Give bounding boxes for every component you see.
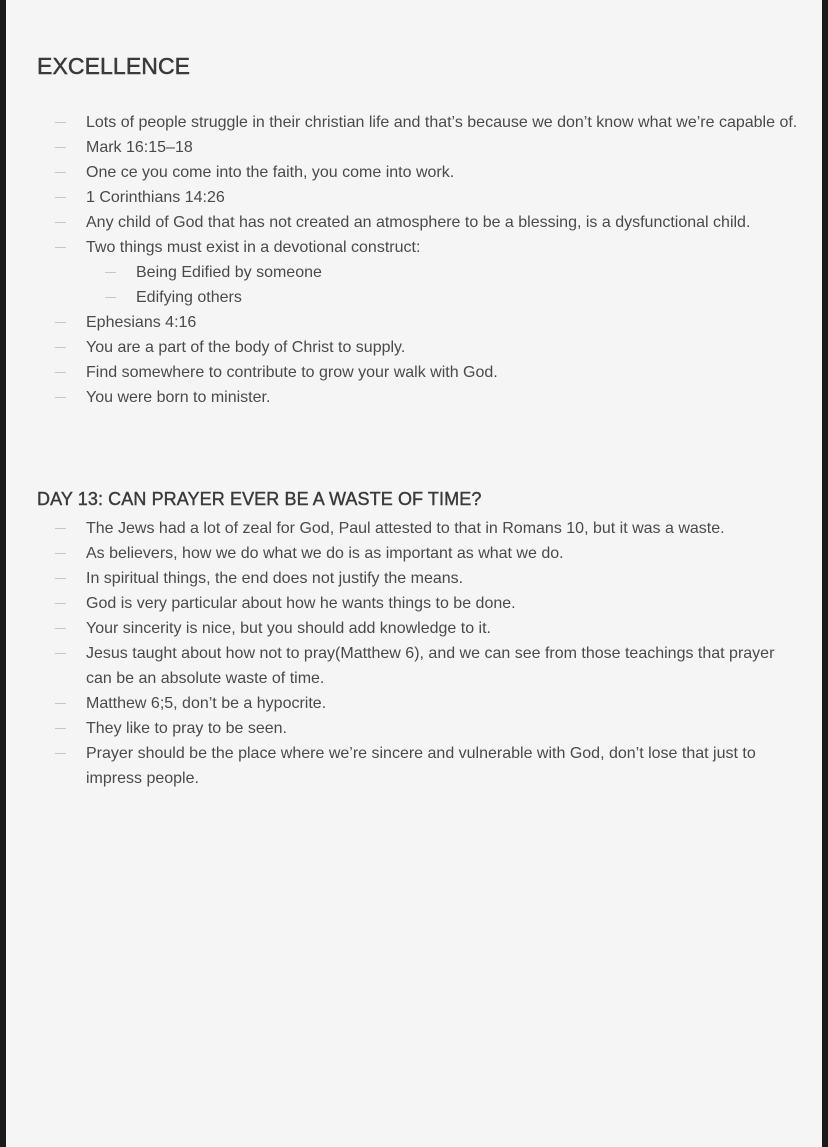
list-item bbox=[6, 185, 822, 210]
list-item bbox=[6, 135, 822, 160]
excellence-bullet-list bbox=[6, 110, 822, 410]
list-item bbox=[6, 160, 822, 185]
list-item bbox=[6, 566, 822, 591]
list-item-text: Jesus taught about how not to pray(Matthew 6), and we can see from those teachings that prayer can be an absolute waste of time. bbox=[86, 645, 775, 687]
dash-bullet-icon bbox=[55, 197, 66, 198]
nested-list-item bbox=[6, 260, 822, 285]
list-item-text: Edifying others bbox=[136, 289, 242, 306]
list-item bbox=[6, 210, 822, 235]
list-item-text: Lots of people struggle in their christian life and that’s because we don’t know what we’re capable of. bbox=[86, 114, 798, 131]
list-item-text: Matthew 6;5, don’t be a hypocrite. bbox=[86, 695, 327, 712]
list-item bbox=[6, 335, 822, 360]
section-heading-day-13: DAY 13: CAN PRAYER EVER BE A WASTE OF TIME? bbox=[37, 489, 482, 509]
dash-bullet-icon bbox=[55, 703, 66, 704]
list-item bbox=[6, 591, 822, 616]
list-item-text: You are a part of the body of Christ to supply. bbox=[86, 339, 406, 356]
document-page bbox=[6, 0, 822, 1147]
list-item bbox=[6, 716, 822, 741]
dash-bullet-icon bbox=[55, 603, 66, 604]
list-item bbox=[6, 691, 822, 716]
list-item-text: Ephesians 4:16 bbox=[86, 314, 197, 331]
list-item-text: In spiritual things, the end does not justify the means. bbox=[86, 570, 464, 587]
dash-bullet-icon bbox=[55, 753, 66, 754]
list-item-text: As believers, how we do what we do is as important as what we do. bbox=[86, 545, 564, 562]
dash-bullet-icon bbox=[55, 372, 66, 373]
list-item-text: Your sincerity is nice, but you should add knowledge to it. bbox=[86, 620, 491, 637]
list-item bbox=[6, 541, 822, 566]
dash-bullet-icon bbox=[55, 728, 66, 729]
dash-bullet-icon bbox=[55, 397, 66, 398]
day-13-bullet-list bbox=[6, 516, 822, 791]
list-item-text: Two things must exist in a devotional construct: bbox=[86, 239, 421, 256]
dash-bullet-icon bbox=[55, 347, 66, 348]
dash-bullet-icon bbox=[55, 628, 66, 629]
list-item bbox=[6, 741, 822, 791]
list-item bbox=[6, 641, 822, 691]
section-heading-excellence: EXCELLENCE bbox=[37, 53, 191, 79]
list-item bbox=[6, 385, 822, 410]
dash-bullet-icon bbox=[55, 528, 66, 529]
list-item bbox=[6, 616, 822, 641]
list-item-text: Any child of God that has not created an atmosphere to be a blessing, is a dysfunctional child. bbox=[86, 214, 751, 231]
dash-bullet-icon bbox=[55, 222, 66, 223]
dash-bullet-icon bbox=[55, 122, 66, 123]
list-item-text: Find somewhere to contribute to grow your walk with God. bbox=[86, 364, 498, 381]
dash-bullet-icon bbox=[105, 272, 116, 273]
dash-bullet-icon bbox=[105, 297, 116, 298]
dash-bullet-icon bbox=[55, 247, 66, 248]
list-item bbox=[6, 516, 822, 541]
dash-bullet-icon bbox=[55, 653, 66, 654]
nested-list-item bbox=[6, 285, 822, 310]
list-item-text: Being Edified by someone bbox=[136, 264, 322, 281]
dash-bullet-icon bbox=[55, 147, 66, 148]
list-item-text: 1 Corinthians 14:26 bbox=[86, 189, 225, 206]
dash-bullet-icon bbox=[55, 172, 66, 173]
list-item-text: One ce you come into the faith, you come into work. bbox=[86, 164, 455, 181]
list-item bbox=[6, 310, 822, 335]
list-item-text: You were born to minister. bbox=[86, 389, 271, 406]
list-item bbox=[6, 110, 822, 135]
dash-bullet-icon bbox=[55, 553, 66, 554]
list-item-text: God is very particular about how he wants things to be done. bbox=[86, 595, 516, 612]
list-item-text: Prayer should be the place where we’re sincere and vulnerable with God, don’t lose that just to impress people. bbox=[86, 745, 756, 787]
list-item-text: They like to pray to be seen. bbox=[86, 720, 287, 737]
list-item bbox=[6, 360, 822, 385]
list-item bbox=[6, 235, 822, 260]
list-item-text: The Jews had a lot of zeal for God, Paul attested to that in Romans 10, but it was a waste. bbox=[86, 520, 725, 537]
list-item-text: Mark 16:15–18 bbox=[86, 139, 193, 156]
dash-bullet-icon bbox=[55, 322, 66, 323]
dash-bullet-icon bbox=[55, 578, 66, 579]
